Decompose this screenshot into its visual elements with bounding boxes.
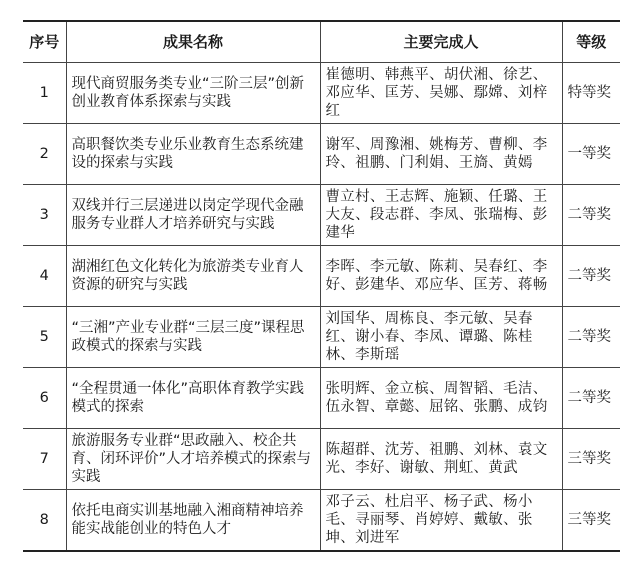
header-name: 成果名称 [66,21,320,63]
row-level: 二等奖 [562,307,620,368]
table-row [23,368,620,429]
row-name: 依托电商实训基地融入湘商精神培养能实战能创业的特色人才 [66,490,320,551]
row-level: 二等奖 [562,368,620,429]
row-people: 李晖、李元敏、陈莉、吴春红、李好、彭建华、邓应华、匡芳、蒋畅 [320,246,562,307]
row-no: 2 [23,124,66,185]
awards-table [23,20,620,552]
row-level: 二等奖 [562,246,620,307]
row-name: 现代商贸服务类专业“三阶三层”创新创业教育体系探索与实践 [66,63,320,124]
row-people: 刘国华、周栋良、李元敏、吴春红、谢小春、李凤、谭璐、陈桂林、李斯瑶 [320,307,562,368]
row-people: 谢军、周豫湘、姚梅芳、曹柳、李玲、祖鹏、门利娟、王旖、黄嫣 [320,124,562,185]
row-no: 7 [23,429,66,490]
row-people: 崔德明、韩燕平、胡伏湘、徐艺、邓应华、匡芳、吴娜、鄢嫦、刘梓红 [320,63,562,124]
table-row [23,490,620,551]
row-level: 三等奖 [562,429,620,490]
header-row [23,21,620,63]
row-no: 6 [23,368,66,429]
row-no: 4 [23,246,66,307]
table-row [23,429,620,490]
row-level: 二等奖 [562,185,620,246]
table-row [23,246,620,307]
row-name: “三湘”产业专业群“三层三度”课程思政模式的探索与实践 [66,307,320,368]
row-level: 三等奖 [562,490,620,551]
row-level: 特等奖 [562,63,620,124]
row-name: “全程贯通一体化”高职体育教学实践模式的探索 [66,368,320,429]
row-name: 湖湘红色文化转化为旅游类专业育人资源的研究与实践 [66,246,320,307]
row-name: 旅游服务专业群“思政融入、校企共育、闭环评价”人才培养模式的探索与实践 [66,429,320,490]
row-people: 陈超群、沈芳、祖鹏、刘林、袁文光、李好、谢敏、荆虹、黄武 [320,429,562,490]
header-level: 等级 [562,21,620,63]
row-no: 3 [23,185,66,246]
table-row [23,307,620,368]
header-no: 序号 [23,21,66,63]
row-no: 8 [23,490,66,551]
header-people: 主要完成人 [320,21,562,63]
table-row [23,185,620,246]
row-name: 双线并行三层递进以岗定学现代金融服务专业群人才培养研究与实践 [66,185,320,246]
table-row [23,124,620,185]
row-people: 邓子云、杜启平、杨子武、杨小毛、寻丽琴、肖婷婷、戴敏、张坤、刘进军 [320,490,562,551]
row-people: 张明辉、金立槟、周智韬、毛洁、伍永智、章懿、屈铭、张鹏、成钧 [320,368,562,429]
table-row [23,63,620,124]
row-level: 一等奖 [562,124,620,185]
row-no: 1 [23,63,66,124]
row-name: 高职餐饮类专业乐业教育生态系统建设的探索与实践 [66,124,320,185]
row-no: 5 [23,307,66,368]
row-people: 曹立村、王志辉、施颖、任璐、王大友、段志群、李凤、张瑞梅、彭建华 [320,185,562,246]
